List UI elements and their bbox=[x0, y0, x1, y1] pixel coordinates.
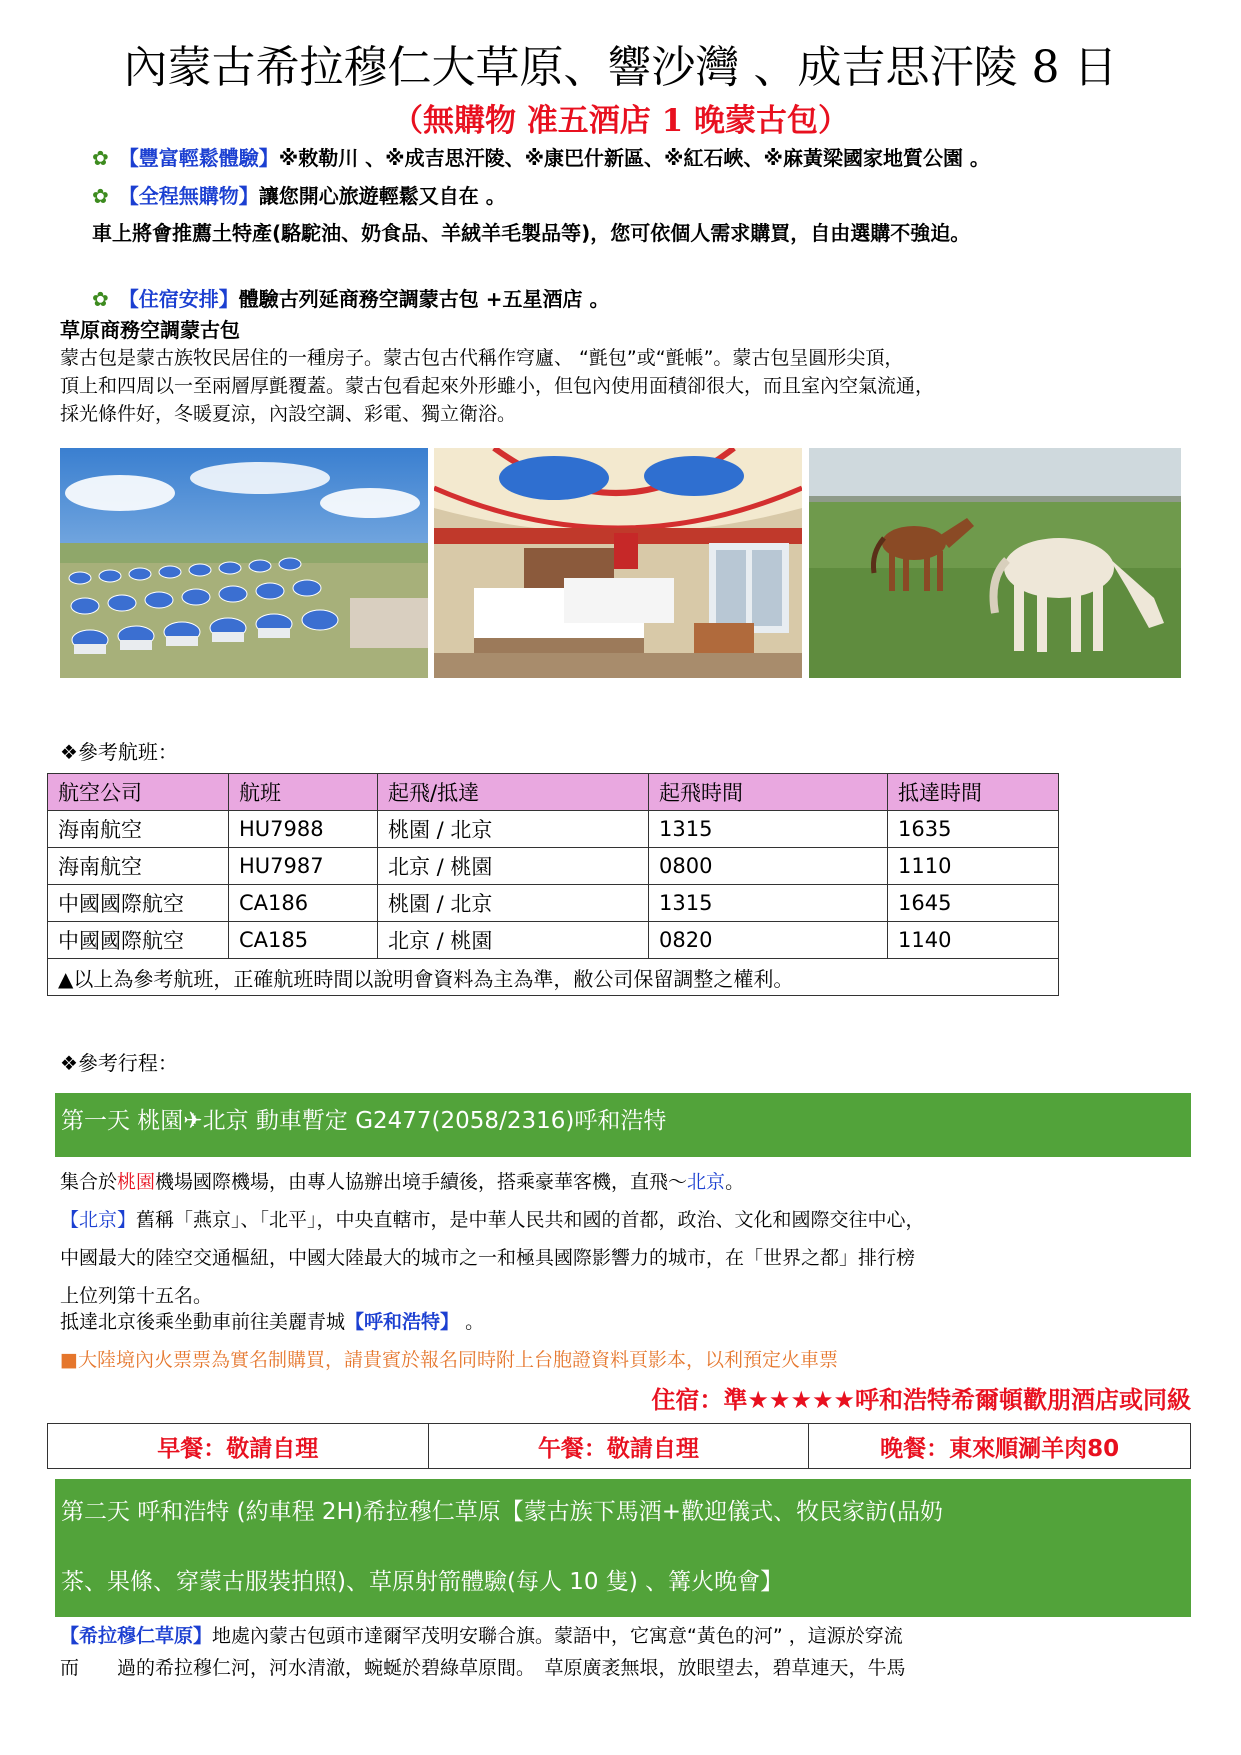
highlight-no-shopping bbox=[92, 181, 506, 211]
text-segment: 。 bbox=[725, 1171, 745, 1193]
day2-line bbox=[60, 1620, 903, 1652]
meals-row bbox=[48, 1424, 1191, 1469]
text-segment: 北京 bbox=[687, 1171, 726, 1193]
table-header-cell: 航空公司 bbox=[48, 774, 229, 811]
table-cell: 1635 bbox=[888, 811, 1059, 848]
day2-header bbox=[55, 1479, 1191, 1617]
square-icon: ■ bbox=[60, 1349, 78, 1371]
page-title: 內蒙古希拉穆仁大草原、響沙灣 、成吉思汗陵 8 日 bbox=[123, 42, 1118, 93]
train-ticket-note bbox=[60, 1342, 838, 1378]
highlight-text: 體驗古列延商務空調蒙古包 +五星酒店 。 bbox=[238, 287, 610, 311]
table-cell: 中國國際航空 bbox=[48, 885, 229, 922]
table-note-row bbox=[48, 959, 1059, 996]
flower-icon: ✿ bbox=[92, 287, 109, 311]
flower-icon: ✿ bbox=[92, 146, 109, 170]
breakfast-cell: 早餐：敬請自理 bbox=[48, 1424, 429, 1469]
table-cell: 桃園 / 北京 bbox=[378, 885, 649, 922]
yurt-heading: 草原商務空調蒙古包 bbox=[60, 318, 240, 342]
text-segment: 桃園 bbox=[117, 1171, 156, 1193]
day1-line bbox=[60, 1202, 925, 1238]
text-segment: 【呼和浩特】 bbox=[345, 1311, 460, 1333]
text-segment: 機場國際機場，由專人協辦出境手續後，搭乘豪華客機，直飛～ bbox=[155, 1171, 688, 1193]
day1-hotel: 住宿：準★★★★★呼和浩特希爾頓歡朋酒店或同級 bbox=[651, 1386, 1191, 1414]
table-header-cell: 航班 bbox=[229, 774, 378, 811]
text-segment: 舊稱「燕京」、「北平」，中央直轄市，是中華人民共和國的首都，政治、文化和國際交往中心， bbox=[136, 1209, 925, 1231]
table-cell: 桃園 / 北京 bbox=[378, 811, 649, 848]
table-cell: 1315 bbox=[649, 885, 888, 922]
text-segment: 地處內蒙古包頭市達爾罕茂明安聯合旗。蒙語中，它寓意“黃色的河” ，這源於穿流 bbox=[212, 1625, 903, 1647]
table-header-cell: 抵達時間 bbox=[888, 774, 1059, 811]
day1-header: 第一天 桃園✈北京 動車暫定 G2477(2058/2316)呼和浩特 bbox=[55, 1093, 1191, 1157]
highlight-experience bbox=[92, 143, 990, 173]
table-row bbox=[48, 885, 1059, 922]
flight-table bbox=[47, 773, 1059, 996]
day1-line bbox=[60, 1306, 484, 1338]
table-cell: CA186 bbox=[229, 885, 378, 922]
day1-line: 上位列第十五名。 bbox=[60, 1285, 213, 1307]
flower-icon: ✿ bbox=[92, 184, 109, 208]
description-line: 蒙古包是蒙古族牧民居住的一種房子。蒙古包古代稱作穹廬、 “氈包”或“氈帳”。蒙古包呈圓形尖頂， bbox=[60, 347, 904, 369]
table-header-cell: 起飛/抵達 bbox=[378, 774, 649, 811]
day1-meals-table bbox=[47, 1423, 1191, 1469]
table-cell: 海南航空 bbox=[48, 811, 229, 848]
highlight-label: 【全程無購物】 bbox=[118, 184, 259, 208]
day2-header-line: 茶、果條、穿蒙古服裝拍照)、草原射箭體驗(每人 10 隻) 、篝火晚會】 bbox=[61, 1569, 784, 1595]
table-cell: HU7988 bbox=[229, 811, 378, 848]
highlight-text: 讓您開心旅遊輕鬆又自在 。 bbox=[258, 184, 506, 208]
table-cell: 1645 bbox=[888, 885, 1059, 922]
itinerary-label: ❖參考行程： bbox=[60, 1051, 178, 1075]
table-header-row bbox=[48, 774, 1059, 811]
table-cell: 北京 / 桃園 bbox=[378, 848, 649, 885]
table-header-cell: 起飛時間 bbox=[649, 774, 888, 811]
yurt-description bbox=[60, 344, 934, 428]
day1-line: 中國最大的陸空交通樞紐，中國大陸最大的城市之一和極具國際影響力的城市，在「世界之都」排行榜 bbox=[60, 1247, 916, 1269]
day2-line: 而 過的希拉穆仁河，河水清澈，蜿蜒於碧綠草原間。 草原廣袤無垠，放眼望去，碧草連天，牛馬 bbox=[60, 1657, 906, 1679]
day1-line bbox=[60, 1164, 744, 1200]
table-cell: 1140 bbox=[888, 922, 1059, 959]
highlight-text: ※敕勒川 、※成吉思汗陵、※康巴什新區、※紅石峽、※麻黃梁國家地質公園 。 bbox=[278, 146, 990, 170]
highlight-label: 【豐富輕鬆體驗】 bbox=[118, 146, 279, 170]
description-line: 採光條件好，冬暖夏涼，內設空調、彩電、獨立衛浴。 bbox=[60, 403, 517, 425]
description-line: 頂上和四周以一至兩層厚氈覆蓋。蒙古包看起來外形雖小，但包內使用面積卻很大，而且室內空氣流通， bbox=[60, 375, 935, 397]
grassland-horses-photo bbox=[809, 448, 1181, 678]
text-segment: 大陸境內火票票為實名制購買，請貴賓於報名同時附上台胞證資料頁影本，以利預定火車票 bbox=[77, 1349, 838, 1371]
flights-label: ❖參考航班： bbox=[60, 740, 178, 764]
text-segment: 【希拉穆仁草原】 bbox=[60, 1625, 213, 1647]
page-subtitle: （無購物 准五酒店 1 晚蒙古包） bbox=[392, 103, 849, 139]
table-cell: 中國國際航空 bbox=[48, 922, 229, 959]
table-row bbox=[48, 922, 1059, 959]
table-cell: 1110 bbox=[888, 848, 1059, 885]
table-cell: 海南航空 bbox=[48, 848, 229, 885]
text-segment: 【北京】 bbox=[60, 1209, 137, 1231]
table-cell: CA185 bbox=[229, 922, 378, 959]
table-cell: 1315 bbox=[649, 811, 888, 848]
table-cell: 0800 bbox=[649, 848, 888, 885]
dinner-cell: 晚餐：東來順涮羊肉80 bbox=[809, 1424, 1191, 1469]
text-segment: 抵達北京後乘坐動車前往美麗青城 bbox=[60, 1311, 346, 1333]
table-cell: 0820 bbox=[649, 922, 888, 959]
lunch-cell: 午餐：敬請自理 bbox=[428, 1424, 809, 1469]
text-segment: 。 bbox=[459, 1311, 485, 1333]
yurt-interior-photo bbox=[434, 448, 802, 678]
text-segment: 集合於 bbox=[60, 1171, 118, 1193]
flight-note: ▲以上為參考航班，正確航班時間以說明會資料為主為準，敝公司保留調整之權利。 bbox=[48, 959, 1059, 996]
day2-header-line: 第二天 呼和浩特 (約車程 2H)希拉穆仁草原【蒙古族下馬酒+歡迎儀式、牧民家訪(品奶 bbox=[61, 1499, 944, 1525]
table-row bbox=[48, 811, 1059, 848]
shopping-note: 車上將會推薦土特產(駱駝油、奶食品、羊絨羊毛製品等)，您可依個人需求購買，自由選購不強迫。 bbox=[92, 221, 971, 245]
table-row bbox=[48, 848, 1059, 885]
yurt-camp-photo bbox=[60, 448, 428, 678]
highlight-label: 【住宿安排】 bbox=[118, 287, 239, 311]
table-cell: 北京 / 桃園 bbox=[378, 922, 649, 959]
highlight-accommodation bbox=[92, 284, 609, 314]
table-cell: HU7987 bbox=[229, 848, 378, 885]
